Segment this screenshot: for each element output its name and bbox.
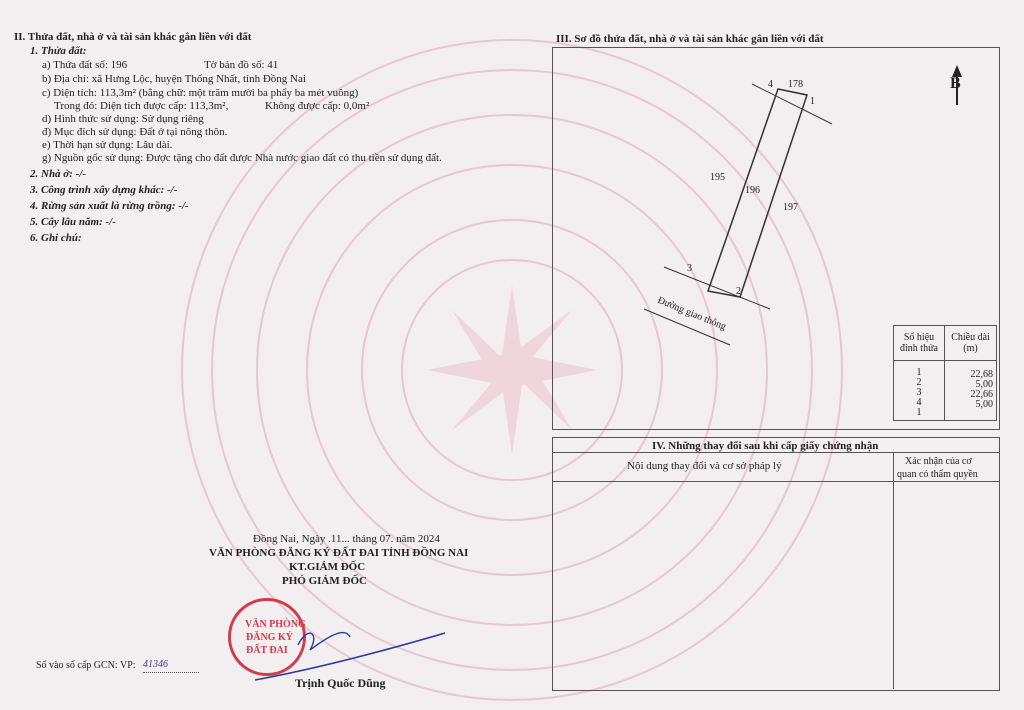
notes: 6. Ghi chú: <box>30 232 82 244</box>
changes-divider-2 <box>552 481 999 482</box>
section4-title: IV. Những thay đổi sau khi cấp giấy chứng nhận <box>652 440 879 452</box>
top-boundary <box>752 84 832 124</box>
office-stamp: VĂN PHÒNG ĐĂNG KÝ ĐẤT ĐAI <box>228 598 306 676</box>
use-term: e) Thời hạn sử dụng: Lâu dài. <box>42 139 173 151</box>
section2-title: II. Thửa đất, nhà ở và tài sản khác gắn liền với đất <box>14 31 252 43</box>
address: b) Địa chỉ: xã Hưng Lộc, huyện Thống Nhất, tỉnh Đồng Nai <box>42 73 306 85</box>
production-forest: 4. Rừng sản xuất là rừng trồng: -/- <box>30 200 189 212</box>
vertex-3-label: 3 <box>687 263 692 274</box>
vertex-2-label: 2 <box>736 286 741 297</box>
vertex-column: 1 2 3 4 1 <box>894 361 945 421</box>
changes-col-confirm-1: Xác nhận của cơ <box>905 456 972 467</box>
parcel-center-label: 196 <box>745 185 760 196</box>
table-header-vertex: Số hiệu đỉnh thửa <box>894 326 945 361</box>
office-name: VĂN PHÒNG ĐĂNG KÝ ĐẤT ĐAI TỈNH ĐỒNG NAI <box>209 547 469 559</box>
length-column: 22,68 5,00 22,66 5,00 <box>945 361 997 421</box>
use-form: d) Hình thức sử dụng: Sử dụng riêng <box>42 113 204 125</box>
deputy-director: PHÓ GIÁM ĐỐC <box>282 575 367 587</box>
area-detail: Trong đó: Diện tích được cấp: 113,3m², <box>54 100 229 112</box>
neighbor-right-label: 197 <box>783 202 798 213</box>
vertex-4-label: 4 <box>768 79 773 90</box>
changes-divider-1 <box>552 452 999 453</box>
road-label: Đường giao thông <box>655 295 728 333</box>
house: 2. Nhà ở: -/- <box>30 168 87 180</box>
perennial-trees: 5. Cây lâu năm: -/- <box>30 216 116 228</box>
vertex-1-label: 1 <box>810 96 815 107</box>
use-origin: g) Nguồn gốc sử dụng: Được tặng cho đất được Nhà nước giao đất có thu tiền sử dụng đất. <box>42 152 442 164</box>
place-date: Đồng Nai, Ngày .11... tháng 07. năm 2024 <box>253 533 440 545</box>
gcn-number: 41346 <box>143 659 168 670</box>
gcn-underline <box>143 672 199 673</box>
area: c) Diện tích: 113,3m² (bằng chữ: một trăm mười ba phẩy ba mét vuông) <box>42 87 359 99</box>
changes-col-confirm-2: quan có thẩm quyền <box>897 469 978 480</box>
edge-length-table <box>893 325 997 421</box>
map-sheet: Tờ bản đồ số: 41 <box>204 59 279 71</box>
north-label: B <box>950 75 961 92</box>
area-not-granted: Không được cấp: 0,0m² <box>265 100 370 112</box>
changes-col-content: Nội dung thay đổi và cơ sở pháp lý <box>627 460 782 472</box>
neighbor-top-label: 178 <box>788 79 803 90</box>
table-header-length: Chiều dài (m) <box>945 326 997 361</box>
for-director: KT.GIÁM ĐỐC <box>289 561 366 573</box>
parcel-number: a) Thửa đất số: 196 <box>42 59 128 71</box>
signer-name: Trịnh Quốc Dũng <box>295 676 386 690</box>
neighbor-left-label: 195 <box>710 172 725 183</box>
other-works: 3. Công trình xây dựng khác: -/- <box>30 184 178 196</box>
land-heading: 1. Thửa đất: <box>30 45 87 57</box>
changes-col-divider <box>893 452 894 689</box>
gcn-label: Số vào sổ cấp GCN: VP: <box>36 660 136 671</box>
use-purpose: đ) Mục đích sử dụng: Đất ở tại nông thôn. <box>42 126 228 138</box>
section3-title: III. Sơ đồ thửa đất, nhà ở và tài sản khác gắn liền với đất <box>556 33 824 45</box>
